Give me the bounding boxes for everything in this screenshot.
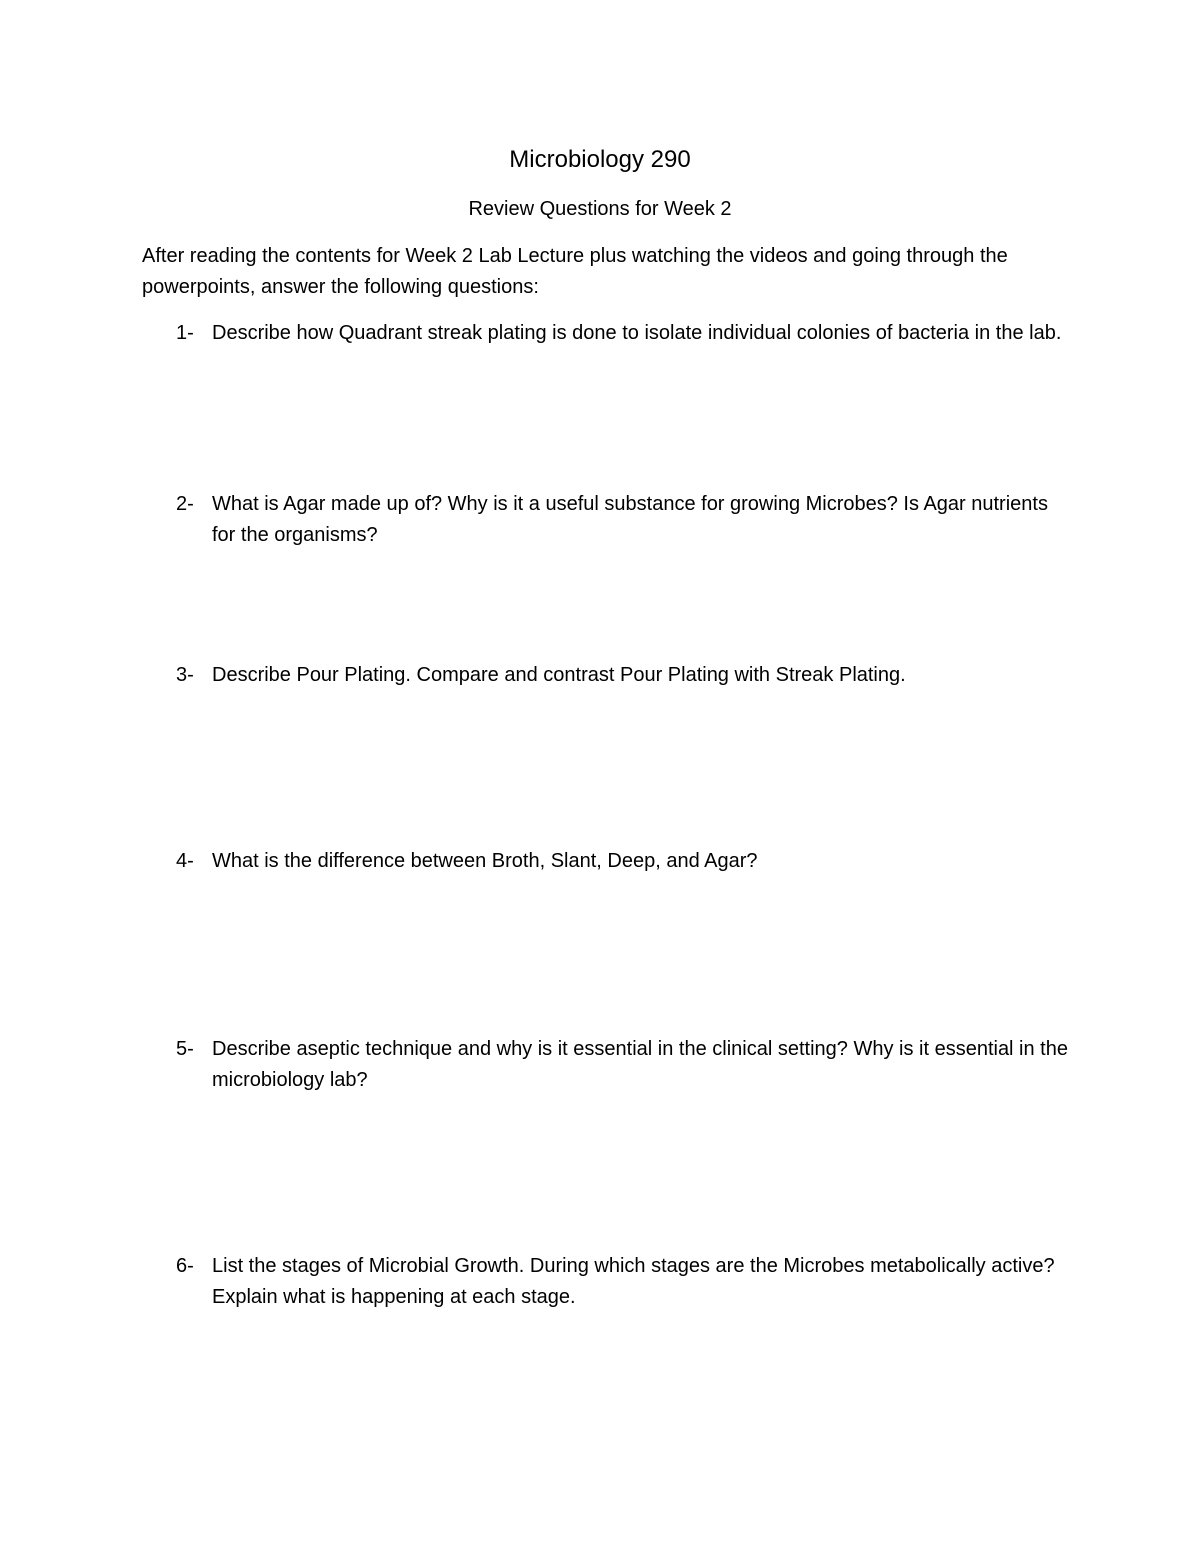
question-item <box>176 489 1076 551</box>
document-subtitle: Review Questions for Week 2 <box>468 198 732 220</box>
question-text: What is the difference between Broth, Slant, Deep, and Agar? <box>212 850 758 872</box>
document-title: Microbiology 290 <box>509 146 691 173</box>
question-number: 3- <box>176 664 194 686</box>
question-text: Describe aseptic technique and why is it essential in the clinical setting? Why is it essential in the microbiology lab? <box>212 1038 1068 1091</box>
question-text: List the stages of Microbial Growth. During which stages are the Microbes metabolically active? Explain what is happening at each stage. <box>212 1255 1055 1308</box>
question-text: Describe Pour Plating. Compare and contrast Pour Plating with Streak Plating. <box>212 664 906 686</box>
question-number: 4- <box>176 850 194 872</box>
question-item <box>176 318 1076 349</box>
question-item <box>176 846 1076 877</box>
question-number: 1- <box>176 322 194 344</box>
question-number: 5- <box>176 1038 194 1060</box>
question-text: Describe how Quadrant streak plating is done to isolate individual colonies of bacteria in the lab. <box>212 322 1062 344</box>
intro-paragraph: After reading the contents for Week 2 Lab Lecture plus watching the videos and going through the powerpoints, answer the following questions: <box>142 245 1008 298</box>
question-number: 6- <box>176 1255 194 1277</box>
question-item <box>176 1034 1076 1096</box>
question-item <box>176 1251 1076 1313</box>
question-text: What is Agar made up of? Why is it a useful substance for growing Microbes? Is Agar nutrients for the organisms? <box>212 493 1048 546</box>
question-item <box>176 660 1076 691</box>
question-number: 2- <box>176 493 194 515</box>
